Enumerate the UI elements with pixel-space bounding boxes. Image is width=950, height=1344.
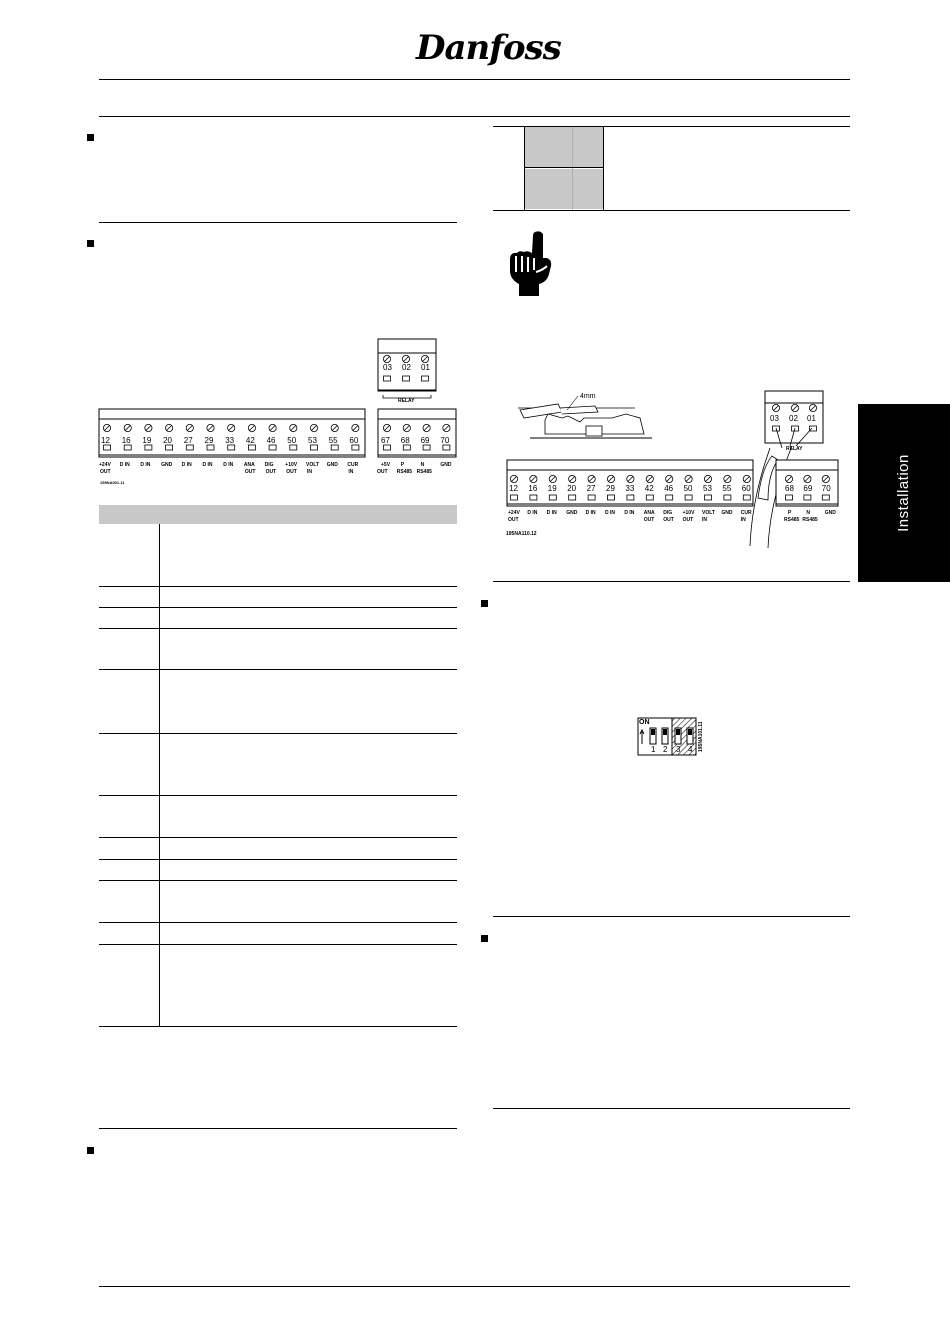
terminal-label: IN [307,469,312,475]
terminal-screw [530,475,537,482]
terminal-label: D IN [223,462,234,468]
terminal-clamp [145,445,152,450]
terminal-clamp [810,426,817,431]
terminal-number: 68 [400,436,410,445]
terminal-clamp [511,495,518,500]
terminal-screw [207,424,214,431]
terminal-screw [103,424,110,431]
terminal-number: 53 [308,436,317,445]
section-bullet [87,134,94,141]
table-row [99,796,457,838]
terminal-label: GND [326,462,338,468]
terminal-screw [666,475,673,482]
terminal-clamp [724,495,731,500]
terminal-number: 27 [183,436,193,445]
terminal-label: GND [440,462,452,468]
terminal-screw [646,475,653,482]
table-divider [603,126,604,210]
terminal-label: OUT [682,517,694,523]
terminal-label: D IN [527,510,538,516]
terminal-label: GND [566,510,578,516]
terminal-label: +24V [99,462,111,468]
terminal-number: 33 [225,436,235,445]
terminal-label: DIG [264,462,274,468]
terminal-clamp [207,445,214,450]
header-rule-bottom [99,116,850,117]
terminal-screw [383,355,390,362]
terminal-screw [145,424,152,431]
pointing-hand-icon [505,228,555,298]
terminal-number: 69 [803,484,813,493]
terminal-label: IN [740,517,746,523]
terminal-label: D IN [605,510,615,516]
terminal-label: +10V [682,510,695,516]
terminal-label: GND [721,510,733,516]
terminal-number: 55 [328,436,338,445]
terminal-screw [743,475,750,482]
terminal-screw [310,424,317,431]
terminal-clamp [804,495,811,500]
table-rule [525,167,603,168]
section-rule [493,1108,850,1109]
terminal-screw [423,424,430,431]
terminal-screw [269,424,276,431]
terminal-description-table [99,505,457,1027]
table-row [99,587,457,608]
terminal-clamp [443,445,450,450]
section-rule [99,1128,457,1129]
section-bullet [481,600,488,607]
terminal-label: D IN [546,510,557,516]
terminal-screw [809,404,816,411]
figure-code: 195NA001.11 [100,480,125,485]
terminal-label: P [788,510,792,516]
terminal-clamp [705,495,712,500]
terminal-label: RS485 [784,517,800,523]
terminal-number: 46 [266,436,276,445]
relay-terminal-number: 03 [383,363,392,372]
terminal-label: IN [702,517,707,523]
terminal-label: D IN [140,462,151,468]
terminal-clamp [549,495,556,500]
terminal-label: ANA [243,462,255,468]
table-header [99,505,457,524]
terminal-number: 33 [625,484,635,493]
terminal-screw [124,424,131,431]
terminal-number: 42 [644,484,654,493]
terminal-clamp [186,445,193,450]
terminal-label: D IN [585,510,596,516]
terminal-number: 27 [586,484,596,493]
terminal-clamp [269,445,276,450]
terminal-label: OUT [643,517,655,523]
terminal-label: IN [348,469,354,475]
terminal-label: GND [824,510,836,516]
terminal-number: 19 [142,436,152,445]
header-rule-top [99,79,850,80]
terminal-number: 46 [664,484,674,493]
table-gray-cell [525,169,603,209]
terminal-screw [627,475,634,482]
relay-terminal-number: 02 [789,414,798,423]
terminal-clamp [228,445,235,450]
table-row [99,945,457,1027]
section-bullet [87,1147,94,1154]
terminal-clamp [423,445,430,450]
terminal-label: D IN [624,510,635,516]
terminal-number: 29 [606,484,615,493]
terminal-screw [804,475,811,482]
terminal-label: ANA [643,510,655,516]
rs485-terminal-strip [377,408,459,460]
terminal-screw [510,475,517,482]
terminal-screw [569,475,576,482]
section-tab-label: Installation [895,454,912,532]
terminal-screw [228,424,235,431]
footer-rule [99,1286,850,1287]
terminal-screw [607,475,614,482]
table-rule [493,210,850,211]
terminal-number: 53 [703,484,712,493]
terminal-number: 50 [683,484,693,493]
terminal-label: OUT [286,469,297,475]
terminal-label: OUT [508,517,519,523]
terminal-number: 19 [547,484,557,493]
figure-code: 195NA101.11 [698,721,704,752]
terminal-clamp [608,495,615,500]
terminal-clamp [311,445,318,450]
terminal-clamp [685,495,692,500]
terminal-screw [331,424,338,431]
dip-switch-number: 1 [651,745,656,754]
terminal-label: D IN [181,462,192,468]
terminal-clamp [124,445,131,450]
terminal-number: 70 [440,436,450,445]
table-row [99,838,457,860]
dip-switch-number: 3 [676,745,681,754]
section-rule [493,581,850,582]
control-terminal-strip [98,408,368,460]
terminal-number: 20 [163,436,172,445]
table-divider [572,127,573,210]
terminal-label: N [806,510,811,516]
terminal-screw [588,475,595,482]
terminal-clamp [403,445,410,450]
terminal-clamp [666,495,673,500]
terminal-number: 67 [381,436,390,445]
relay-terminal-number: 01 [807,414,816,423]
section-tab [858,404,950,582]
terminal-label: GND [161,462,173,468]
terminal-number: 60 [741,484,751,493]
terminal-label: +24V [508,510,520,516]
section-rule [493,916,850,917]
terminal-screw [785,475,792,482]
terminal-label: OUT [244,469,256,475]
section-bullet [87,240,94,247]
terminal-clamp [403,376,410,381]
relay-terminal-number: 01 [421,363,430,372]
table-row [99,629,457,670]
terminal-screw [383,424,390,431]
terminal-label: RS485 [416,469,432,475]
terminal-label: +5V [381,462,391,468]
terminal-label: N [420,462,425,468]
wire-strip-length: 4mm [580,393,596,400]
terminal-screw [822,475,829,482]
figure-code: 195NA110.12 [506,531,537,537]
table-row [99,608,457,629]
terminal-clamp [248,445,255,450]
terminal-label: VOLT [306,462,319,468]
table-row [99,670,457,734]
terminal-clamp [352,445,359,450]
terminal-clamp [384,445,391,450]
relay-label: RELAY [786,446,803,452]
terminal-number: 69 [420,436,430,445]
terminal-number: 29 [204,436,214,445]
terminal-number: 60 [349,436,359,445]
terminal-screw [549,475,556,482]
danfoss-logo: Danfoss [416,28,561,68]
terminal-number: 12 [101,436,110,445]
terminal-label: VOLT [702,510,715,516]
terminal-label: D IN [119,462,130,468]
terminal-screw [704,475,711,482]
terminal-label: +10V [285,462,298,468]
dip-switch-number: 4 [688,745,693,754]
terminal-clamp [822,495,829,500]
table-row [99,860,457,881]
terminal-label: CUR [347,462,359,468]
terminal-clamp [627,495,634,500]
terminal-number: 42 [245,436,255,445]
relay-terminal-number: 02 [402,363,411,372]
terminal-label: D IN [202,462,213,468]
terminal-number: 70 [821,484,831,493]
terminal-clamp [569,495,576,500]
terminal-number: 16 [528,484,538,493]
terminal-screw [403,424,410,431]
terminal-label: OUT [100,469,111,475]
terminal-number: 55 [722,484,732,493]
relay-label: RELAY [398,398,415,404]
terminal-clamp [104,445,111,450]
terminal-label: RS485 [802,517,818,523]
terminal-screw [166,424,173,431]
table-row [99,923,457,945]
terminal-clamp [646,495,653,500]
terminal-screw [402,355,409,362]
terminal-label: CUR [740,510,752,516]
terminal-label: P [400,462,405,468]
terminal-label: OUT [377,469,388,475]
terminal-clamp [422,376,429,381]
dip-switch-number: 2 [663,745,668,754]
terminal-number: 50 [287,436,297,445]
terminal-label: DIG [663,510,673,516]
terminal-screw [290,424,297,431]
terminal-screw [352,424,359,431]
terminal-label: OUT [663,517,674,523]
terminal-number: 12 [509,484,518,493]
terminal-screw [443,424,450,431]
terminal-clamp [530,495,537,500]
section-bullet [481,935,488,942]
terminal-clamp [290,445,297,450]
table-divider [524,126,525,210]
terminal-screw [186,424,193,431]
terminal-number: 16 [121,436,131,445]
table-row [99,881,457,923]
terminal-screw [724,475,731,482]
terminal-number: 20 [567,484,577,493]
terminal-clamp [166,445,173,450]
terminal-number: 68 [785,484,794,493]
dip-on-label: ON [639,719,650,726]
terminal-screw [772,404,779,411]
terminal-clamp [743,495,750,500]
terminal-screw [421,355,428,362]
table-row [99,734,457,796]
terminal-clamp [331,445,338,450]
relay-terminal-number: 03 [770,414,779,423]
terminal-clamp [786,495,793,500]
terminal-label: OUT [265,469,277,475]
terminal-screw [248,424,255,431]
section-rule [99,222,457,223]
terminal-clamp [384,376,391,381]
terminal-label: RS485 [396,469,413,475]
table-gray-cell [525,127,603,167]
table-row [99,524,457,587]
terminal-screw [685,475,692,482]
terminal-screw [791,404,798,411]
terminal-clamp [588,495,595,500]
